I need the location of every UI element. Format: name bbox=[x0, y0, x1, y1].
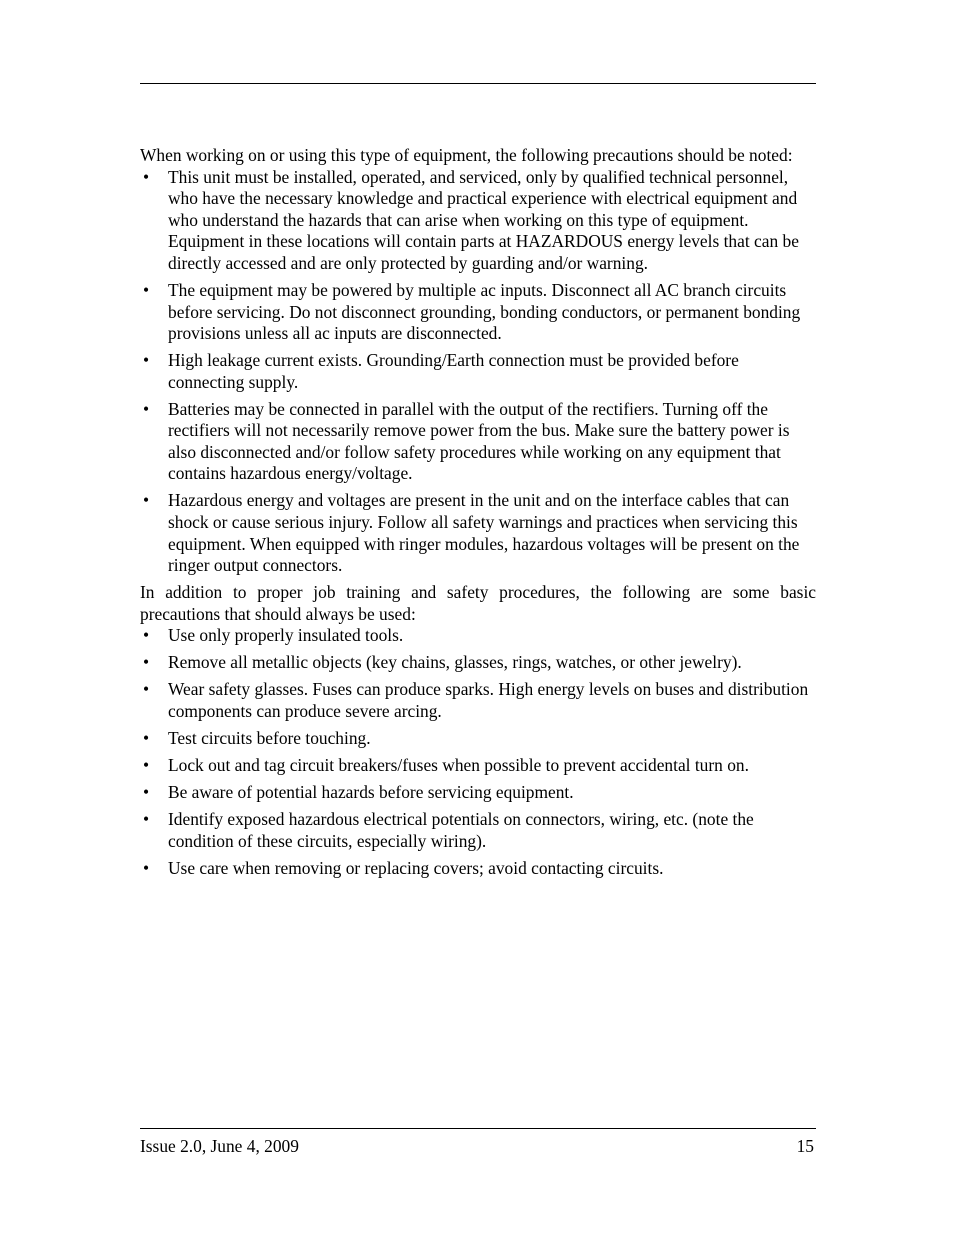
list-item: • Hazardous energy and voltages are present in the unit and on the interface cables that can shock or cause serious injury. Follow all safety warnings and practices when servicing this equipment. When equipped with ringer modules, hazardous voltages will be present on the ringer output connectors. bbox=[140, 490, 816, 576]
list-item: • Test circuits before touching. bbox=[140, 728, 816, 750]
list-item: • The equipment may be powered by multiple ac inputs. Disconnect all AC branch circuits before servicing. Do not disconnect grounding, bonding conductors, or permanent bonding provisions unless all ac inputs are disconnected. bbox=[140, 280, 816, 345]
list-item: • Use care when removing or replacing covers; avoid contacting circuits. bbox=[140, 858, 816, 880]
bullet-icon: • bbox=[142, 781, 150, 802]
bullet-icon: • bbox=[142, 652, 150, 673]
precautions-list bbox=[140, 167, 816, 577]
header-rule bbox=[140, 83, 816, 84]
page-footer bbox=[140, 1136, 814, 1158]
bullet-icon: • bbox=[142, 679, 150, 700]
bullet-icon: • bbox=[142, 350, 150, 371]
list-item: • Batteries may be connected in parallel with the output of the rectifiers. Turning off the rectifiers will not necessarily remove power from the bus. Make sure the battery power is also disconnected and/or follow safety procedures while working on any equipment that contains hazardous energy/voltage. bbox=[140, 399, 816, 485]
list-item: • High leakage current exists. Grounding/Earth connection must be provided before connecting supply. bbox=[140, 350, 816, 393]
basic-precautions-list bbox=[140, 625, 816, 879]
list-item: • Be aware of potential hazards before servicing equipment. bbox=[140, 782, 816, 804]
bullet-icon: • bbox=[142, 398, 150, 419]
list-item: • Use only properly insulated tools. bbox=[140, 625, 816, 647]
bullet-icon: • bbox=[142, 625, 150, 646]
page-number: 15 bbox=[796, 1136, 814, 1156]
list-item: • Lock out and tag circuit breakers/fuses when possible to prevent accidental turn on. bbox=[140, 755, 816, 777]
bullet-icon: • bbox=[142, 857, 150, 878]
bullet-icon: • bbox=[142, 808, 150, 829]
bullet-icon: • bbox=[142, 754, 150, 775]
list-item: • Wear safety glasses. Fuses can produce sparks. High energy levels on buses and distribution components can produce severe arcing. bbox=[140, 679, 816, 722]
footer-rule bbox=[140, 1128, 816, 1129]
list-item: • This unit must be installed, operated, and serviced, only by qualified technical personnel, who have the necessary knowledge and practical experience with electrical equipment and who understand the hazards that can arise when working on this type of equipment. Equipment in these locations will contain parts at HAZARDOUS energy levels that can be directly accessed and are only protected by guarding and/or warning. bbox=[140, 167, 816, 275]
page-body bbox=[140, 145, 816, 884]
basic-intro-paragraph: In addition to proper job training and safety procedures, the following are some basic precautions that should always be used: bbox=[140, 582, 816, 624]
bullet-icon: • bbox=[142, 166, 150, 187]
intro-paragraph: When working on or using this type of equipment, the following precautions should be noted: bbox=[140, 145, 793, 165]
list-item: • Remove all metallic objects (key chains, glasses, rings, watches, or other jewelry). bbox=[140, 652, 816, 674]
bullet-icon: • bbox=[142, 727, 150, 748]
bullet-icon: • bbox=[142, 279, 150, 300]
list-item: • Identify exposed hazardous electrical potentials on connectors, wiring, etc. (note the condition of these circuits, especially wiring). bbox=[140, 809, 816, 852]
issue-date: Issue 2.0, June 4, 2009 bbox=[140, 1136, 299, 1156]
bullet-icon: • bbox=[142, 490, 150, 511]
